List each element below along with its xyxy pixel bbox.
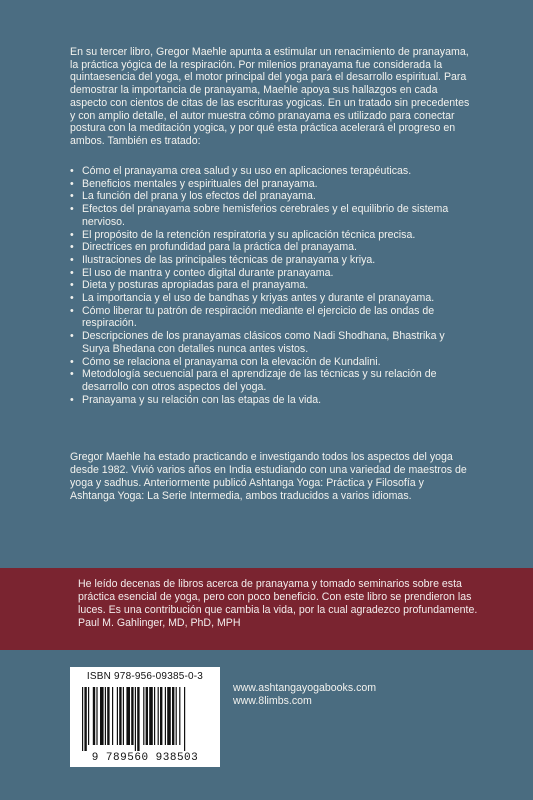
list-item — [70, 292, 474, 305]
intro-paragraph: En su tercer libro, Gregor Maehle apunta a estimular un renacimiento de pranayama, la práctica yógica de la respiración. Por milenios pranayama fue considerada la quintaesencia del yoga, el motor principal del yoga para el desarrollo espiritual. Para demostrar la importancia de pranayama, Maehle apoya sus hallazgos en cada aspecto con cientos de citas de las escrituras yogicas. En un tratado sin precedentes y con amplio detalle, el autor muestra cómo pranayama es utilizado para conectar postura con la meditación yogica, y por qué esta práctica acelerará el progreso en ambos. También es tratado: — [70, 46, 470, 147]
bullet-icon: • — [70, 203, 74, 216]
list-item — [70, 279, 474, 292]
bullet-icon: • — [70, 253, 74, 266]
bullet-icon: • — [70, 304, 74, 317]
barcode-number: 9 789560 938503 — [91, 752, 199, 764]
list-item-text: La importancia y el uso de bandhas y kriyas antes y durante el pranayama. — [82, 292, 435, 305]
list-item — [70, 203, 474, 228]
bullet-icon: • — [70, 279, 74, 292]
list-item — [70, 356, 474, 369]
author-bio: Gregor Maehle ha estado practicando e investigando todos los aspectos del yoga desde 1982. Vivió varios años en India estudiando con una variedad de maestros de yoga y sadhus. Anteriormente publicó Ashtanga Yoga: Práctica y Filosofía y Ashtanga Yoga: La Serie Intermedia, ambos traducidos a varios idiomas. — [70, 451, 467, 502]
barcode-icon — [82, 687, 208, 751]
list-item-text: Efectos del pranayama sobre hemisferios cerebrales y el equilibrio de sistema nervioso. — [82, 203, 449, 228]
isbn-label: ISBN 978-956-09385-0-3 — [86, 671, 204, 682]
bullet-icon: • — [70, 228, 74, 241]
list-item-text: El propósito de la retención respiratoria y su aplicación técnica precisa. — [82, 228, 416, 241]
list-item-text: Metodología secuencial para el aprendizaje de las técnicas y su relación de desarrollo con otros aspectos del yoga. — [82, 368, 437, 393]
list-item-text: La función del prana y los efectos del pranayama. — [82, 190, 316, 203]
topics-list — [70, 165, 474, 406]
list-item — [70, 267, 474, 280]
list-item — [70, 330, 474, 355]
website-link-8limbs[interactable]: www.8limbs.com — [233, 695, 312, 707]
website-link-ashtangayogabooks[interactable]: www.ashtangayogabooks.com — [233, 682, 377, 694]
bullet-icon: • — [70, 177, 74, 190]
bullet-icon: • — [70, 330, 74, 343]
list-item-text: Directrices en profundidad para la práctica del pranayama. — [82, 241, 357, 254]
list-item-text: El uso de mantra y conteo digital durante pranayama. — [82, 266, 334, 279]
list-item — [70, 241, 474, 254]
list-item — [70, 368, 474, 393]
bullet-icon: • — [70, 241, 74, 254]
list-item — [70, 305, 474, 330]
list-item — [70, 178, 474, 191]
bullet-icon: • — [70, 266, 74, 279]
list-item-text: Cómo se relaciona el pranayama con la elevación de Kundalini. — [82, 355, 381, 368]
list-item-text: Descripciones de los pranayamas clásicos como Nadi Shodhana, Bhastrika y Surya Bhedana con detalles nunca antes vistos. — [82, 330, 445, 355]
list-item-text: Pranayama y su relación con las etapas de la vida. — [82, 393, 322, 406]
bullet-icon: • — [70, 393, 74, 406]
list-item-text: Ilustraciones de las principales técnicas de pranayama y kriya. — [82, 253, 376, 266]
bullet-icon: • — [70, 190, 74, 203]
list-item — [70, 394, 474, 407]
list-item — [70, 165, 474, 178]
bullet-icon: • — [70, 355, 74, 368]
list-item — [70, 229, 474, 242]
list-item — [70, 190, 474, 203]
list-item-text: Beneficios mentales y espirituales del pranayama. — [82, 177, 318, 190]
testimonial-band — [0, 568, 533, 650]
bullet-icon: • — [70, 368, 74, 381]
bullet-icon: • — [70, 292, 74, 305]
bullet-icon: • — [70, 165, 74, 177]
list-item-text: Cómo el pranayama crea salud y su uso en aplicaciones terapéuticas. — [82, 165, 412, 177]
list-item-text: Dieta y posturas apropiadas para el pranayama. — [82, 279, 309, 292]
isbn-barcode-box — [70, 667, 220, 767]
list-item — [70, 254, 474, 267]
testimonial-quote: He leído decenas de libros acerca de pranayama y tomado seminarios sobre esta práctica esencial de yoga, pero con poco beneficio. Con este libro se prendieron las luces. Es una contribución que cambia la vida, por la cual agradezco profundamente. Paul M. Gahlinger, MD, PhD, MPH — [78, 578, 478, 629]
website-links — [233, 682, 376, 708]
list-item-text: Cómo liberar tu patrón de respiración mediante el ejercicio de las ondas de respiración. — [82, 304, 435, 330]
back-cover-bottom-panel — [0, 650, 533, 800]
